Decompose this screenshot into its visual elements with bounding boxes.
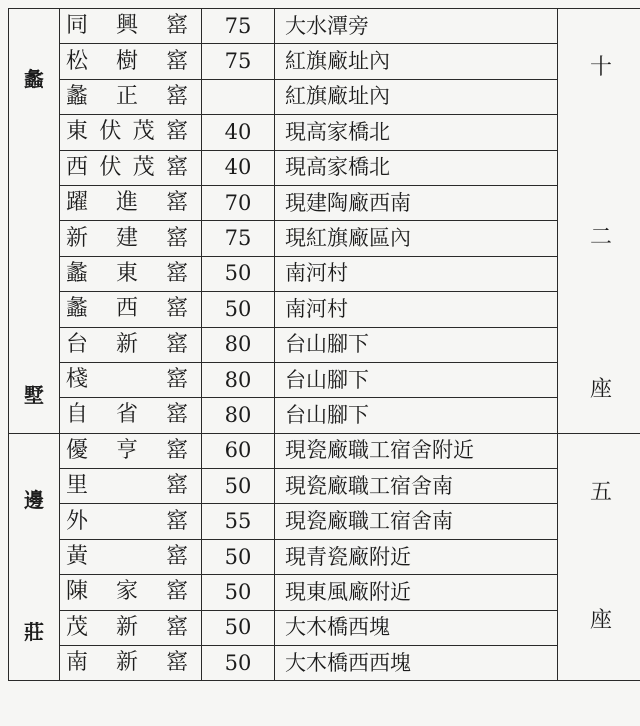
kiln-name-char: 伏 (99, 119, 122, 145)
kiln-name-char: 西 (66, 154, 89, 180)
location-cell: 大木橋西塊 (275, 610, 558, 645)
count-char: 二 (589, 225, 612, 250)
kiln-name-char: 自 (66, 402, 89, 428)
location-cell: 現青瓷廠附近 (275, 539, 558, 574)
table-row (9, 9, 640, 44)
kiln-name-char: 窰 (165, 437, 188, 463)
kiln-name (66, 437, 188, 463)
count-char: 五 (589, 479, 612, 505)
kiln-name (66, 15, 188, 37)
kiln-name-cell (60, 646, 202, 681)
kiln-name-char: 進 (115, 190, 138, 216)
kiln-name (66, 508, 188, 534)
region-char: 邊 (24, 487, 44, 512)
table-row (9, 185, 640, 220)
kiln-name-char: 窰 (165, 83, 188, 109)
kiln-name-char: 窰 (165, 154, 188, 180)
location-cell: 台山腳下 (275, 362, 558, 397)
depth-cell: 50 (202, 610, 275, 645)
depth-cell: 80 (202, 362, 275, 397)
kiln-name-char: 窰 (165, 13, 188, 39)
table-row (9, 44, 640, 79)
kiln-name (66, 546, 188, 568)
kiln-name (66, 121, 188, 143)
kiln-name-char: 窰 (165, 579, 188, 605)
kiln-name (66, 369, 188, 391)
kiln-name-cell (60, 610, 202, 645)
table-row (9, 79, 640, 114)
kiln-name-char: 正 (115, 83, 138, 109)
table-row (9, 221, 640, 256)
kiln-name-char: 窰 (165, 296, 188, 322)
kiln-name-char: 新 (115, 614, 138, 640)
kiln-name-char: 窰 (165, 48, 188, 74)
depth-cell: 75 (202, 221, 275, 256)
count-cell-twelve (558, 9, 640, 434)
kiln-name-char: 窰 (165, 614, 188, 640)
kiln-name-cell (60, 398, 202, 433)
table-row (9, 115, 640, 150)
depth-cell: 50 (202, 539, 275, 574)
kiln-name-cell (60, 150, 202, 185)
location-cell: 現瓷廠職工宿舍南 (275, 469, 558, 504)
table-row (9, 504, 640, 539)
kiln-name (66, 225, 188, 251)
kiln-name-char: 窰 (165, 402, 188, 428)
kiln-name-cell (60, 433, 202, 468)
kiln-name-char: 黃 (66, 544, 89, 570)
location-cell: 現瓷廠職工宿舍附近 (275, 433, 558, 468)
kiln-name-cell (60, 44, 202, 79)
kiln-name (66, 652, 188, 674)
depth-cell: 55 (202, 504, 275, 539)
table-row (9, 362, 640, 397)
kiln-name-char: 窰 (165, 544, 188, 570)
kiln-name-cell (60, 256, 202, 291)
depth-cell: 80 (202, 398, 275, 433)
kiln-name-char: 窰 (165, 650, 188, 676)
kiln-name (66, 83, 188, 109)
kiln-name-cell (60, 504, 202, 539)
kiln-name (66, 331, 188, 357)
kiln-name-char: 茂 (66, 614, 89, 640)
depth-cell: 75 (202, 9, 275, 44)
kiln-name-char: 建 (115, 225, 138, 251)
count-cell-five (558, 433, 640, 681)
table-row (9, 150, 640, 185)
kiln-name-char: 窰 (165, 119, 188, 145)
kiln-name-char: 窰 (165, 260, 188, 286)
kiln-name-char: 南 (66, 650, 89, 676)
location-cell: 台山腳下 (275, 327, 558, 362)
depth-cell: 75 (202, 44, 275, 79)
kiln-name-cell (60, 79, 202, 114)
kiln-name-cell (60, 327, 202, 362)
location-cell: 台山腳下 (275, 398, 558, 433)
kiln-name-char: 省 (115, 402, 138, 428)
kiln-name-char: 亨 (115, 437, 138, 463)
depth-cell: 50 (202, 469, 275, 504)
location-cell: 大水潭旁 (275, 9, 558, 44)
kiln-name-char: 窰 (165, 508, 188, 534)
kiln-name-char: 棧 (66, 367, 89, 393)
kiln-name-char: 新 (66, 225, 89, 251)
region-char: 莊 (24, 619, 44, 644)
location-cell: 南河村 (275, 256, 558, 291)
kiln-name-char: 新 (115, 650, 138, 676)
depth-cell (202, 79, 275, 114)
kiln-name (66, 298, 188, 320)
kiln-name-char: 家 (115, 579, 138, 605)
location-cell: 紅旗廠址內 (275, 44, 558, 79)
kiln-table-body (9, 9, 640, 681)
count-char: 座 (589, 607, 612, 633)
kiln-name-char: 台 (66, 331, 89, 357)
kiln-name-char: 優 (66, 437, 89, 463)
kiln-name-char: 東 (66, 119, 89, 145)
kiln-name-cell (60, 539, 202, 574)
depth-cell: 50 (202, 646, 275, 681)
kiln-name-cell (60, 9, 202, 44)
table-row (9, 398, 640, 433)
kiln-name-char: 茂 (132, 119, 155, 145)
region-cell-lixu (9, 9, 60, 434)
depth-cell: 40 (202, 150, 275, 185)
location-cell: 現高家橋北 (275, 115, 558, 150)
kiln-name-char: 茂 (132, 154, 155, 180)
kiln-name-char: 外 (66, 508, 89, 534)
kiln-name-char: 伏 (99, 154, 122, 180)
depth-cell: 80 (202, 327, 275, 362)
count-char: 座 (589, 377, 612, 402)
kiln-name (66, 404, 188, 426)
kiln-name-char: 蠡 (66, 260, 89, 286)
location-cell: 大木橋西西塊 (275, 646, 558, 681)
region-cell-bianzhuang (9, 433, 60, 681)
kiln-name-cell (60, 469, 202, 504)
location-cell: 紅旗廠址內 (275, 79, 558, 114)
kiln-name-char: 東 (115, 260, 138, 286)
depth-cell: 40 (202, 115, 275, 150)
count-char: 十 (589, 55, 612, 80)
kiln-name-char: 窰 (165, 331, 188, 357)
kiln-name-cell (60, 292, 202, 327)
kiln-name-cell (60, 185, 202, 220)
kiln-name-char: 興 (115, 13, 138, 39)
kiln-table-frame (8, 8, 638, 715)
location-cell: 現建陶廠西南 (275, 185, 558, 220)
depth-cell: 50 (202, 292, 275, 327)
table-row (9, 256, 640, 291)
kiln-name (66, 475, 188, 497)
table-row (9, 575, 640, 610)
table-row (9, 292, 640, 327)
kiln-name (66, 48, 188, 74)
kiln-name-char: 里 (66, 473, 89, 499)
kiln-name-cell (60, 115, 202, 150)
kiln-name-char: 躍 (66, 190, 89, 216)
kiln-name-char: 蠡 (66, 296, 89, 322)
region-char: 墅 (24, 383, 44, 407)
kiln-name-char: 蠡 (66, 83, 89, 109)
kiln-name-char: 松 (66, 48, 89, 74)
kiln-name-char: 同 (66, 13, 89, 39)
kiln-name-char: 窰 (165, 225, 188, 251)
table-row (9, 433, 640, 468)
table-row (9, 610, 640, 645)
table-row (9, 539, 640, 574)
kiln-name (66, 192, 188, 214)
kiln-name-char: 陳 (66, 579, 89, 605)
table-row (9, 327, 640, 362)
depth-cell: 50 (202, 575, 275, 610)
kiln-name-char: 樹 (115, 48, 138, 74)
region-char: 蠡 (24, 67, 44, 91)
kiln-name-char: 窰 (165, 190, 188, 216)
location-cell: 現瓷廠職工宿舍南 (275, 504, 558, 539)
table-row (9, 646, 640, 681)
location-cell: 現紅旗廠區內 (275, 221, 558, 256)
table-row (9, 469, 640, 504)
kiln-name-cell (60, 221, 202, 256)
kiln-name (66, 154, 188, 180)
kiln-name-cell (60, 575, 202, 610)
location-cell: 現高家橋北 (275, 150, 558, 185)
kiln-name-char: 新 (115, 331, 138, 357)
depth-cell: 70 (202, 185, 275, 220)
kiln-name-char: 窰 (165, 473, 188, 499)
depth-cell: 60 (202, 433, 275, 468)
kiln-name-char: 西 (115, 296, 138, 322)
kiln-name (66, 581, 188, 603)
depth-cell: 50 (202, 256, 275, 291)
kiln-name-char: 窰 (165, 367, 188, 393)
kiln-table (8, 8, 640, 681)
location-cell: 現東風廠附近 (275, 575, 558, 610)
kiln-name-cell (60, 362, 202, 397)
kiln-name (66, 260, 188, 286)
location-cell: 南河村 (275, 292, 558, 327)
kiln-name (66, 614, 188, 640)
